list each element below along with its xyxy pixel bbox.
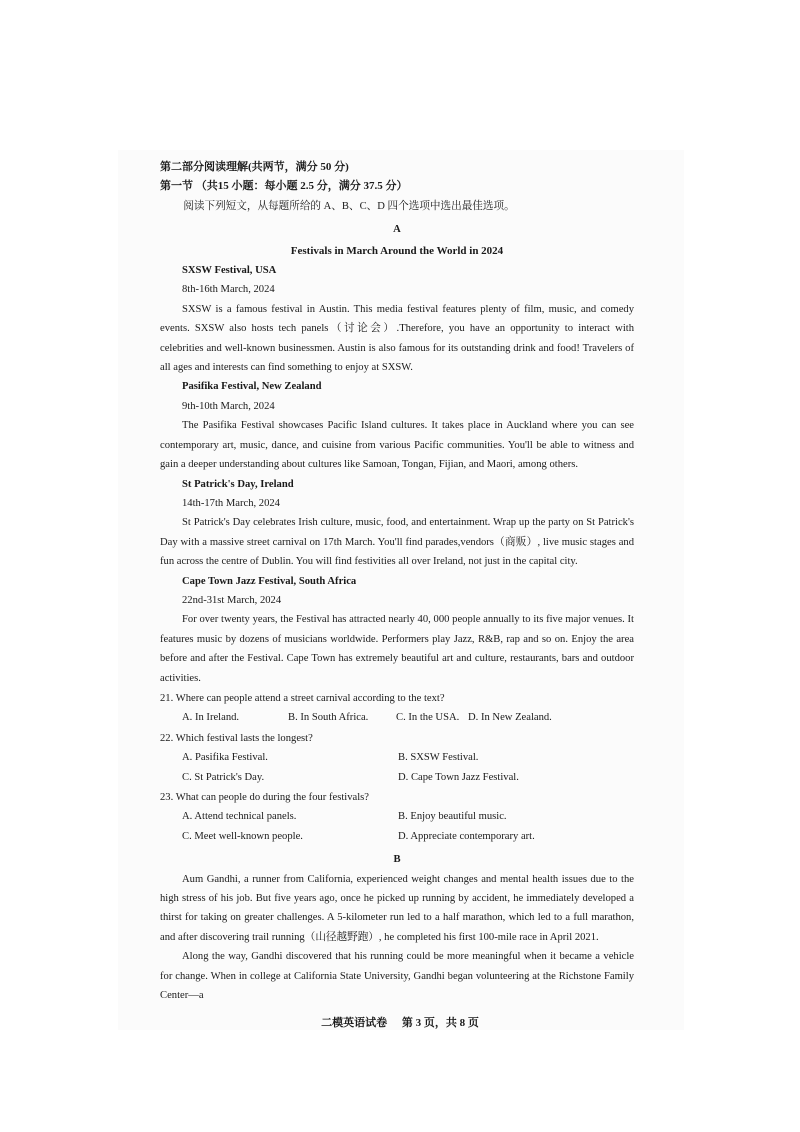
section-heading: 第一节 （共15 小题：每小题 2.5 分，满分 37.5 分）	[160, 180, 408, 193]
options-row	[160, 748, 634, 767]
passage-a-letter: A	[393, 224, 401, 236]
option: A. In Ireland.	[182, 712, 240, 724]
festival-description: SXSW is a famous festival in Austin. This media festival features plenty of film, music, and comedy events. SXSW also hosts tech panels（讨论会）.Therefore, you have an opportunity to interact with celebrities and well-known businessmen. Austin is also famous for its outstanding drink and food! Travelers of all ages and interests can find something to enjoy at SXSW.	[160, 303, 634, 374]
question-stem: 22. Which festival lasts the longest?	[160, 732, 313, 744]
option: C. In the USA.	[396, 712, 460, 724]
question-stem: 23. What can people do during the four festivals?	[160, 792, 369, 803]
options-row	[160, 768, 634, 787]
festival-description: For over twenty years, the Festival has attracted nearly 40, 000 people annually to its five major venues. It features music by dozens of musicians worldwide. Performers play Jazz, R&B, rap and so on. Enjoy the area before and after the Festival. Cape Town has extremely beautiful art and culture, restaurants, bars and outdoor activities.	[160, 614, 634, 684]
festival-date: 8th-16th March, 2024	[182, 284, 275, 296]
option: D. Appreciate contemporary art.	[398, 830, 535, 842]
options-row	[160, 807, 634, 826]
page-number: 第 3 页，共 8 页	[401, 1017, 479, 1029]
festival-date: 9th-10th March, 2024	[182, 400, 275, 412]
festival-date: 14th-17th March, 2024	[182, 497, 280, 509]
option: D. In New Zealand.	[468, 712, 552, 724]
festival-date: 22nd-31st March, 2024	[182, 594, 282, 606]
passage-b-paragraph: Along the way, Gandhi discovered that his running could be more meaningful when it became a vehicle for change. When in college at California State University, Gandhi began volunteering at the Richstone Family Center—a	[160, 951, 634, 1002]
festival-name: Cape Town Jazz Festival, South Africa	[182, 575, 357, 587]
festival-name: Pasifika Festival, New Zealand	[182, 381, 322, 393]
options-row	[160, 827, 634, 846]
festival-description: St Patrick's Day celebrates Irish culture, music, food, and entertainment. Wrap up the party on St Patrick's Day with a massive street carnival on 17th March. You'll find parades,vendors（商贩）, live music stages and fun across the centre of Dublin. You will find festivities all over Ireland, not just in the capital city.	[160, 517, 634, 568]
option: B. In South Africa.	[288, 712, 369, 724]
option: B. Enjoy beautiful music.	[398, 811, 507, 823]
instruction: 阅读下列短文，从每题所给的 A、B、C、D 四个选项中选出最佳选项。	[183, 200, 515, 212]
passage-b-letter: B	[393, 854, 401, 866]
option: D. Cape Town Jazz Festival.	[398, 771, 519, 783]
page-footer	[0, 1014, 800, 1030]
option: C. Meet well-known people.	[182, 830, 303, 842]
festival-name: SXSW Festival, USA	[182, 265, 277, 277]
part-heading: 第二部分阅读理解(共两节，满分 50 分)	[160, 161, 349, 173]
option: A. Attend technical panels.	[182, 811, 297, 823]
question-stem: 21. Where can people attend a street carnival according to the text?	[160, 692, 445, 704]
options-row	[160, 708, 634, 727]
option: A. Pasifika Festival.	[182, 752, 268, 764]
exam-page	[160, 158, 634, 1005]
festival-name: St Patrick's Day, Ireland	[182, 478, 294, 490]
passage-a-title: Festivals in March Around the World in 2024	[290, 244, 504, 257]
exam-name: 二模英语试卷	[321, 1017, 388, 1029]
option: C. St Patrick's Day.	[182, 771, 265, 783]
option: B. SXSW Festival.	[398, 752, 479, 764]
festival-description: The Pasifika Festival showcases Pacific Island cultures. It takes place in Auckland where you can see contemporary art, music, dance, and cuisine from various Pacific communities. You'll be able to witness and gain a deeper understanding about cultures like Samoan, Tongan, Fijian, and Maori, among others.	[160, 420, 634, 471]
passage-b-paragraph: Aum Gandhi, a runner from California, experienced weight changes and mental health issues due to the high stress of his job. But five years ago, once he picked up running by accident, he immediately developed a thirst for taking on greater challenges. A 5-kilometer run led to a half marathon, which led to a full marathon, and after discovering trail running（山径越野跑）, he completed his first 100-mile race in April 2021.	[160, 873, 634, 943]
